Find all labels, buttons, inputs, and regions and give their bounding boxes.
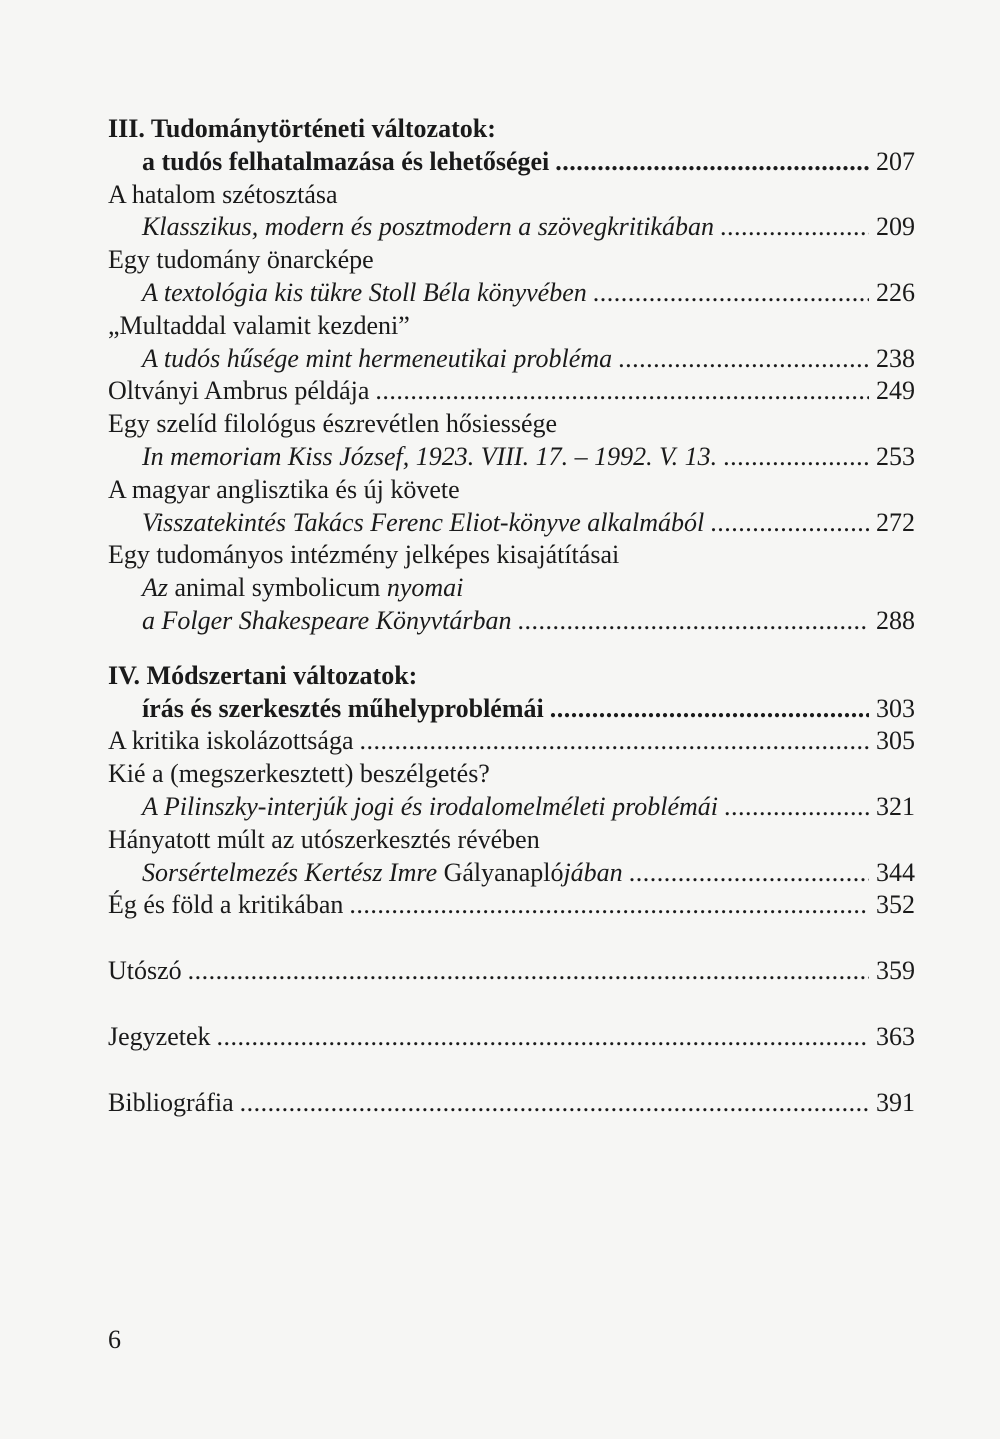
subtitle-part: Sorsértelmezés Kertész Imre <box>142 857 444 887</box>
entry-title: Kié a (megszerkesztett) beszélgetés? <box>108 759 490 789</box>
page-ref: 303 <box>876 693 915 723</box>
toc-entry <box>108 277 915 310</box>
leader-dots <box>188 955 869 988</box>
toc-entry <box>108 725 915 758</box>
table-of-contents <box>108 113 915 1120</box>
toc-entry-title <box>108 758 915 791</box>
page-ref: 272 <box>876 507 915 537</box>
section-heading-line1: IV. Módszertani változatok: <box>108 660 418 690</box>
entry-subtitle: A tudós hűsége mint hermeneutikai probléma <box>142 343 613 373</box>
page-ref: 249 <box>876 376 915 406</box>
leader-dots <box>710 507 869 540</box>
toc-entry-title <box>108 474 915 507</box>
leader-dots <box>723 441 869 474</box>
subtitle-part: Gályanapló <box>443 857 564 887</box>
entry-title: A magyar anglisztika és új követe <box>108 474 460 504</box>
leader-dots <box>618 343 869 376</box>
entry-title: A kritika iskolázottsága <box>108 726 354 756</box>
leader-dots <box>360 725 869 758</box>
toc-entry <box>108 1087 915 1120</box>
section-heading <box>108 660 915 693</box>
section-heading-line2: írás és szerkesztés műhelyproblémái <box>142 693 544 723</box>
toc-entry <box>108 955 915 988</box>
entry-subtitle: A textológia kis tükre Stoll Béla könyvében <box>142 277 587 307</box>
section-heading-line2: a tudós felhatalmazása és lehetőségei <box>142 146 550 176</box>
toc-entry <box>108 791 915 824</box>
leader-dots <box>555 146 869 179</box>
toc-entry-title <box>108 539 915 572</box>
toc-entry-title <box>108 179 915 212</box>
leader-dots <box>240 1087 869 1120</box>
section-heading-line1: III. Tudománytörténeti változatok: <box>108 114 496 143</box>
page-ref: 288 <box>876 605 915 635</box>
leader-dots <box>720 211 869 244</box>
subtitle-part: jában <box>563 857 623 887</box>
subtitle-part: animal symbolicum <box>168 573 387 603</box>
leader-dots <box>593 277 869 310</box>
entry-title: Egy tudomány önarcképe <box>108 245 374 275</box>
toc-entry <box>108 693 915 726</box>
entry-title: „Multaddal valamit kezdeni” <box>108 310 410 340</box>
section-heading <box>108 113 915 146</box>
page-ref: 359 <box>876 956 915 986</box>
entry-subtitle: Klasszikus, modern és posztmodern a szövegkritikában <box>142 212 714 242</box>
entry-subtitle <box>142 572 463 605</box>
leader-dots <box>517 605 869 638</box>
toc-entry-title <box>108 310 915 343</box>
toc-entry-title <box>108 408 915 441</box>
entry-title: Egy szelíd filológus észrevétlen hősiessége <box>108 409 558 439</box>
page-ref: 238 <box>876 343 915 373</box>
entry-title: Bibliográfia <box>108 1087 234 1117</box>
leader-dots <box>724 791 869 824</box>
page-ref: 226 <box>876 277 915 307</box>
page-ref: 321 <box>876 791 915 821</box>
entry-subtitle: a Folger Shakespeare Könyvtárban <box>142 605 512 635</box>
entry-title: A hatalom szétosztása <box>108 179 338 209</box>
toc-entry-title <box>108 244 915 277</box>
toc-entry <box>108 1021 915 1054</box>
subtitle-part: Az <box>142 573 168 603</box>
leader-dots <box>349 889 869 922</box>
toc-entry <box>108 343 915 376</box>
page-ref: 344 <box>876 857 915 887</box>
toc-entry-subtitle-line <box>108 572 915 605</box>
page-ref: 253 <box>876 441 915 471</box>
page-ref: 209 <box>876 212 915 242</box>
subtitle-part: nyomai <box>386 573 464 603</box>
toc-entry <box>108 375 915 408</box>
entry-title: Oltványi Ambrus példája <box>108 376 370 406</box>
entry-subtitle <box>142 857 623 890</box>
leader-dots <box>550 693 869 726</box>
page-ref: 352 <box>876 890 915 920</box>
toc-entry <box>108 441 915 474</box>
entry-subtitle: Visszatekintés Takács Ferenc Eliot-könyve alkalmából <box>142 507 705 537</box>
entry-title: Ég és föld a kritikában <box>108 890 344 920</box>
entry-subtitle: In memoriam Kiss József, 1923. VIII. 17. – 1992. V. 13. <box>142 441 718 471</box>
page-ref: 207 <box>876 146 915 176</box>
entry-title: Egy tudományos intézmény jelképes kisajátításai <box>108 540 620 570</box>
toc-entry <box>108 507 915 540</box>
page-ref: 305 <box>876 726 915 756</box>
toc-entry <box>108 857 915 890</box>
page-ref: 391 <box>876 1087 915 1117</box>
leader-dots <box>217 1021 869 1054</box>
entry-title: Jegyzetek <box>108 1021 211 1051</box>
leader-dots <box>375 375 869 408</box>
entry-subtitle: A Pilinszky-interjúk jogi és irodalomelméleti problémái <box>142 791 718 821</box>
leader-dots <box>629 857 869 890</box>
page-ref: 363 <box>876 1021 915 1051</box>
entry-title: Hányatott múlt az utószerkesztés révében <box>108 824 540 854</box>
toc-entry <box>108 889 915 922</box>
toc-entry-title <box>108 824 915 857</box>
page-number: 6 <box>108 1325 121 1354</box>
toc-entry <box>108 146 915 179</box>
entry-title: Utószó <box>108 956 182 986</box>
toc-entry <box>108 605 915 638</box>
toc-entry <box>108 211 915 244</box>
